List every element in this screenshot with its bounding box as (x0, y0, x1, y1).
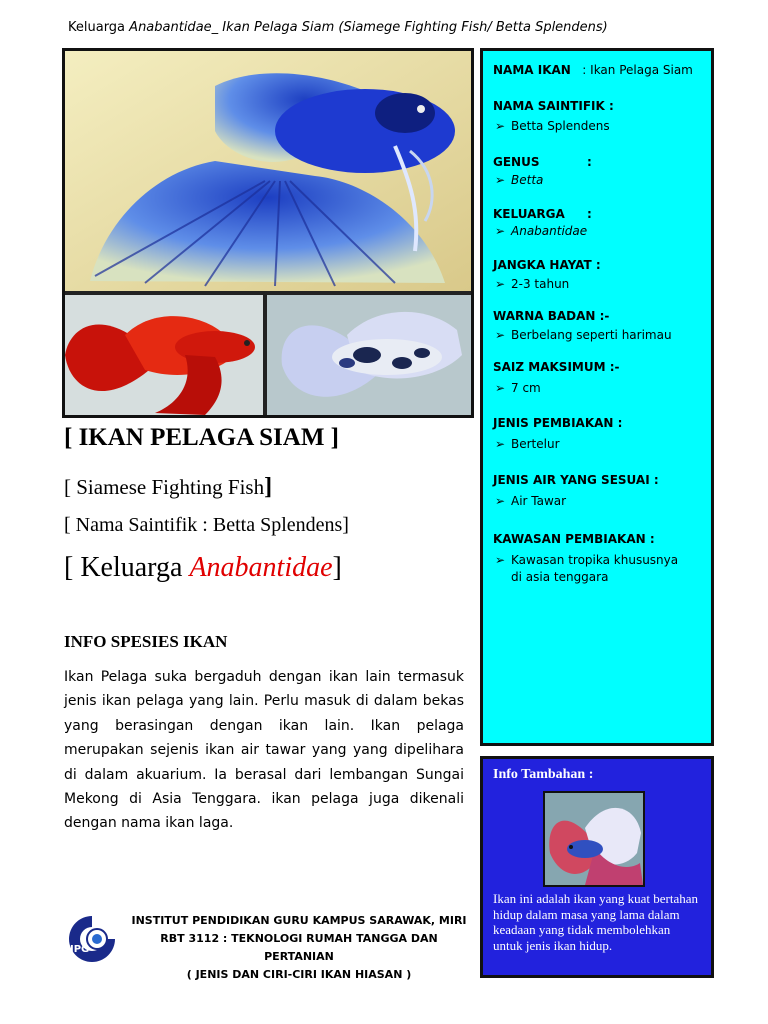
genus-value: ➢ Betta (495, 173, 544, 187)
extra-betta-photo (543, 791, 645, 887)
jenis-air-label: JENIS AIR YANG SESUAI : (493, 473, 659, 487)
fish-info-panel (480, 48, 714, 746)
kawasan-value-line2: di asia tenggara (511, 570, 609, 584)
title-nama-saintifik: [ Nama Saintifik : Betta Splendens] (64, 514, 349, 536)
kawasan-value-line1: ➢ Kawasan tropika khususnya (495, 553, 679, 567)
jangka-hayat-value: ➢ 2-3 tahun (495, 277, 570, 291)
header-rest: Ikan Pelaga Siam (Siamege Fighting Fish/ Betta Splendens) (218, 20, 608, 35)
info-tambahan-panel (480, 756, 714, 978)
header-family: Anabantidae_ (129, 20, 219, 35)
pembiakan-value: ➢ Bertelur (495, 437, 560, 451)
keluarga-value: ➢ Anabantidae (495, 224, 588, 238)
logo-text: IPG (70, 944, 90, 955)
keluarga-label: KELUARGA : (493, 207, 592, 221)
info-tambahan-title: Info Tambahan : (493, 767, 594, 782)
jenis-air-value: ➢ Air Tawar (495, 494, 567, 508)
jangka-hayat-label: JANGKA HAYAT : (493, 258, 601, 272)
footer-institution (124, 912, 474, 984)
warna-badan-label: WARNA BADAN :- (493, 309, 610, 323)
kawasan-label: KAWASAN PEMBIAKAN : (493, 532, 655, 546)
nama-ikan-row: NAMA IKAN : Ikan Pelaga Siam (493, 63, 693, 77)
nama-saintifik-value: ➢ Betta Splendens (495, 119, 610, 133)
nama-saintifik-label: NAMA SAINTIFIK : (493, 99, 614, 113)
footer-line3: ( JENIS DAN CIRI-CIRI IKAN HIASAN ) (186, 968, 412, 981)
page-header: Keluarga Anabantidae_ Ikan Pelaga Siam (Siamege Fighting Fish/ Betta Splendens) (68, 20, 608, 35)
genus-label: GENUS : (493, 155, 592, 169)
red-betta-photo (65, 295, 263, 415)
title-ikan-pelaga-siam: [ IKAN PELAGA SIAM ] (64, 424, 340, 451)
title-keluarga: [ Keluarga Anabantidae] (64, 552, 342, 583)
section-heading: INFO SPESIES IKAN (64, 632, 228, 651)
photo-collage (62, 48, 474, 418)
footer-line2: RBT 3112 : TEKNOLOGI RUMAH TANGGA DAN PERTANIAN (160, 932, 438, 963)
pembiakan-label: JENIS PEMBIAKAN : (493, 416, 623, 430)
footer-line1: INSTITUT PENDIDIKAN GURU KAMPUS SARAWAK, MIRI (131, 914, 467, 927)
section-paragraph: Ikan Pelaga suka bergaduh dengan ikan lain termasuk jenis ikan pelaga yang lain. Perlu masuk di dalam bekas yang berasingan dengan ikan lain. Ikan pelaga merupakan sejenis ikan air tawar yang yang dipelihara di dalam akuarium. Ia berasal dari lembangan Sungai Mekong di Asia Tenggara. ikan pelaga juga dikenali dengan nama ikan laga. (64, 669, 464, 832)
warna-badan-value: ➢ Berbelang seperti harimau (495, 328, 672, 342)
marble-betta-photo (267, 295, 471, 415)
info-tambahan-text: Ikan ini adalah ikan yang kuat bertahan hidup dalam masa yang lama dalam keadaan yang tidak membolehkan untuk jenis ikan hidup. (493, 891, 699, 953)
saiz-value: ➢ 7 cm (495, 381, 541, 395)
title-siamese-fighting-fish: [ Siamese Fighting Fish] (64, 474, 273, 500)
ipg-logo (64, 912, 120, 966)
saiz-label: SAIZ MAKSIMUM :- (493, 360, 620, 374)
blue-betta-photo (65, 51, 471, 291)
